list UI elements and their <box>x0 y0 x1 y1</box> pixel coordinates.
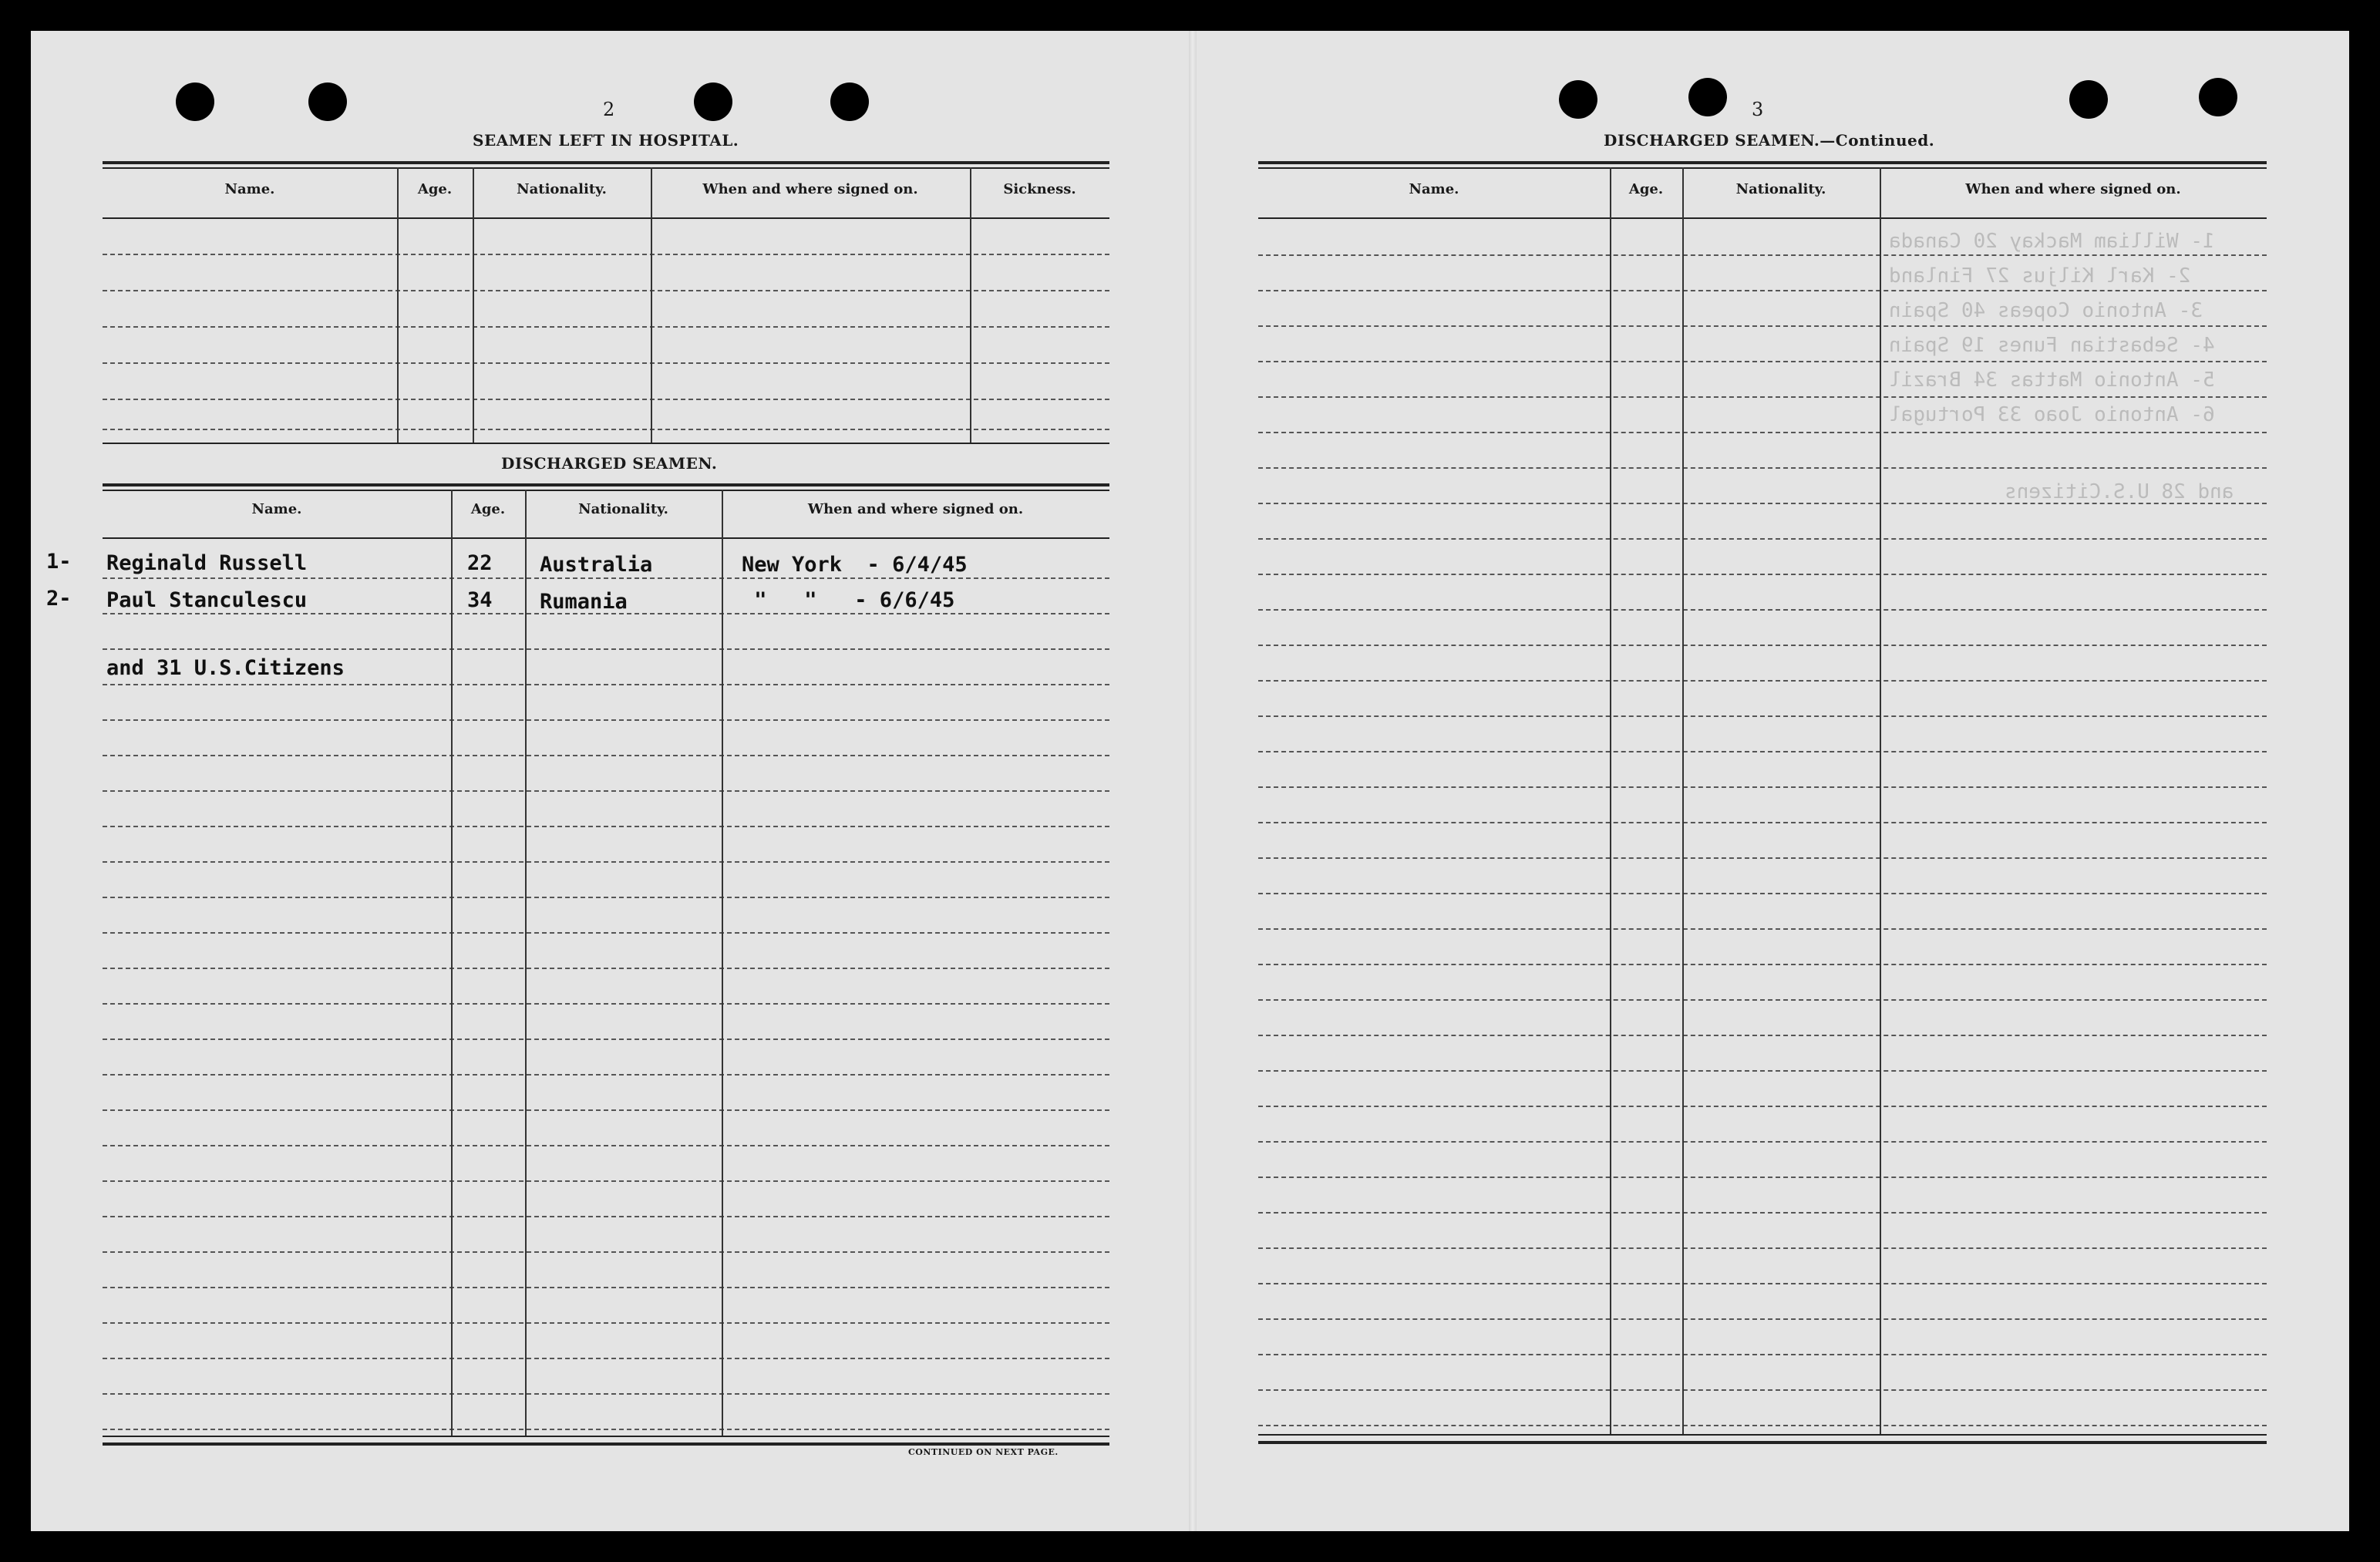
continued-col-signed-on: When and where signed on. <box>1965 181 2181 197</box>
seaman-signed-on: New York - 6/4/45 <box>742 553 968 577</box>
seaman-name: Paul Stanculescu <box>106 588 308 612</box>
hospital-col-age: Age. <box>417 181 453 197</box>
us-citizens-note: and 31 U.S.Citizens <box>106 656 345 680</box>
discharged-col-name: Name. <box>251 501 302 517</box>
seaman-signed-on: " " - 6/6/45 <box>742 588 955 612</box>
hospital-col-sickness: Sickness. <box>1003 181 1076 197</box>
discharged-col-signed-on: When and where signed on. <box>807 501 1024 517</box>
discharged-continued-title: DISCHARGED SEAMEN.—Continued. <box>1604 131 1935 150</box>
seaman-nationality: Australia <box>540 553 653 577</box>
page-fold <box>1189 31 1197 1531</box>
punch-hole <box>308 82 347 121</box>
hospital-section-title: SEAMEN LEFT IN HOSPITAL. <box>473 131 739 150</box>
punch-hole <box>694 82 732 121</box>
hospital-col-name: Name. <box>224 181 275 197</box>
punch-hole <box>2199 78 2237 116</box>
page-number: 2 <box>603 99 615 120</box>
discharged-section-title: DISCHARGED SEAMEN. <box>501 454 718 473</box>
seaman-age: 34 <box>467 588 493 612</box>
page-number: 3 <box>1752 99 1764 120</box>
punch-hole <box>830 82 869 121</box>
discharged-col-age: Age. <box>470 501 506 517</box>
discharged-col-nationality: Nationality. <box>578 501 668 517</box>
punch-hole <box>176 82 214 121</box>
continued-col-name: Name. <box>1409 181 1459 197</box>
continued-col-age: Age. <box>1628 181 1664 197</box>
continued-col-nationality: Nationality. <box>1735 181 1826 197</box>
hospital-col-nationality: Nationality. <box>517 181 607 197</box>
punch-hole <box>1688 78 1727 116</box>
row-index: 1- <box>46 550 72 574</box>
punch-hole <box>1559 80 1597 119</box>
continued-footer: CONTINUED ON NEXT PAGE. <box>908 1447 1059 1457</box>
seaman-age: 22 <box>467 551 493 575</box>
seaman-nationality: Rumania <box>540 590 628 614</box>
punch-hole <box>2069 80 2108 119</box>
row-index: 2- <box>46 587 72 611</box>
hospital-col-signed-on: When and where signed on. <box>702 181 918 197</box>
seaman-name: Reginald Russell <box>106 551 308 575</box>
